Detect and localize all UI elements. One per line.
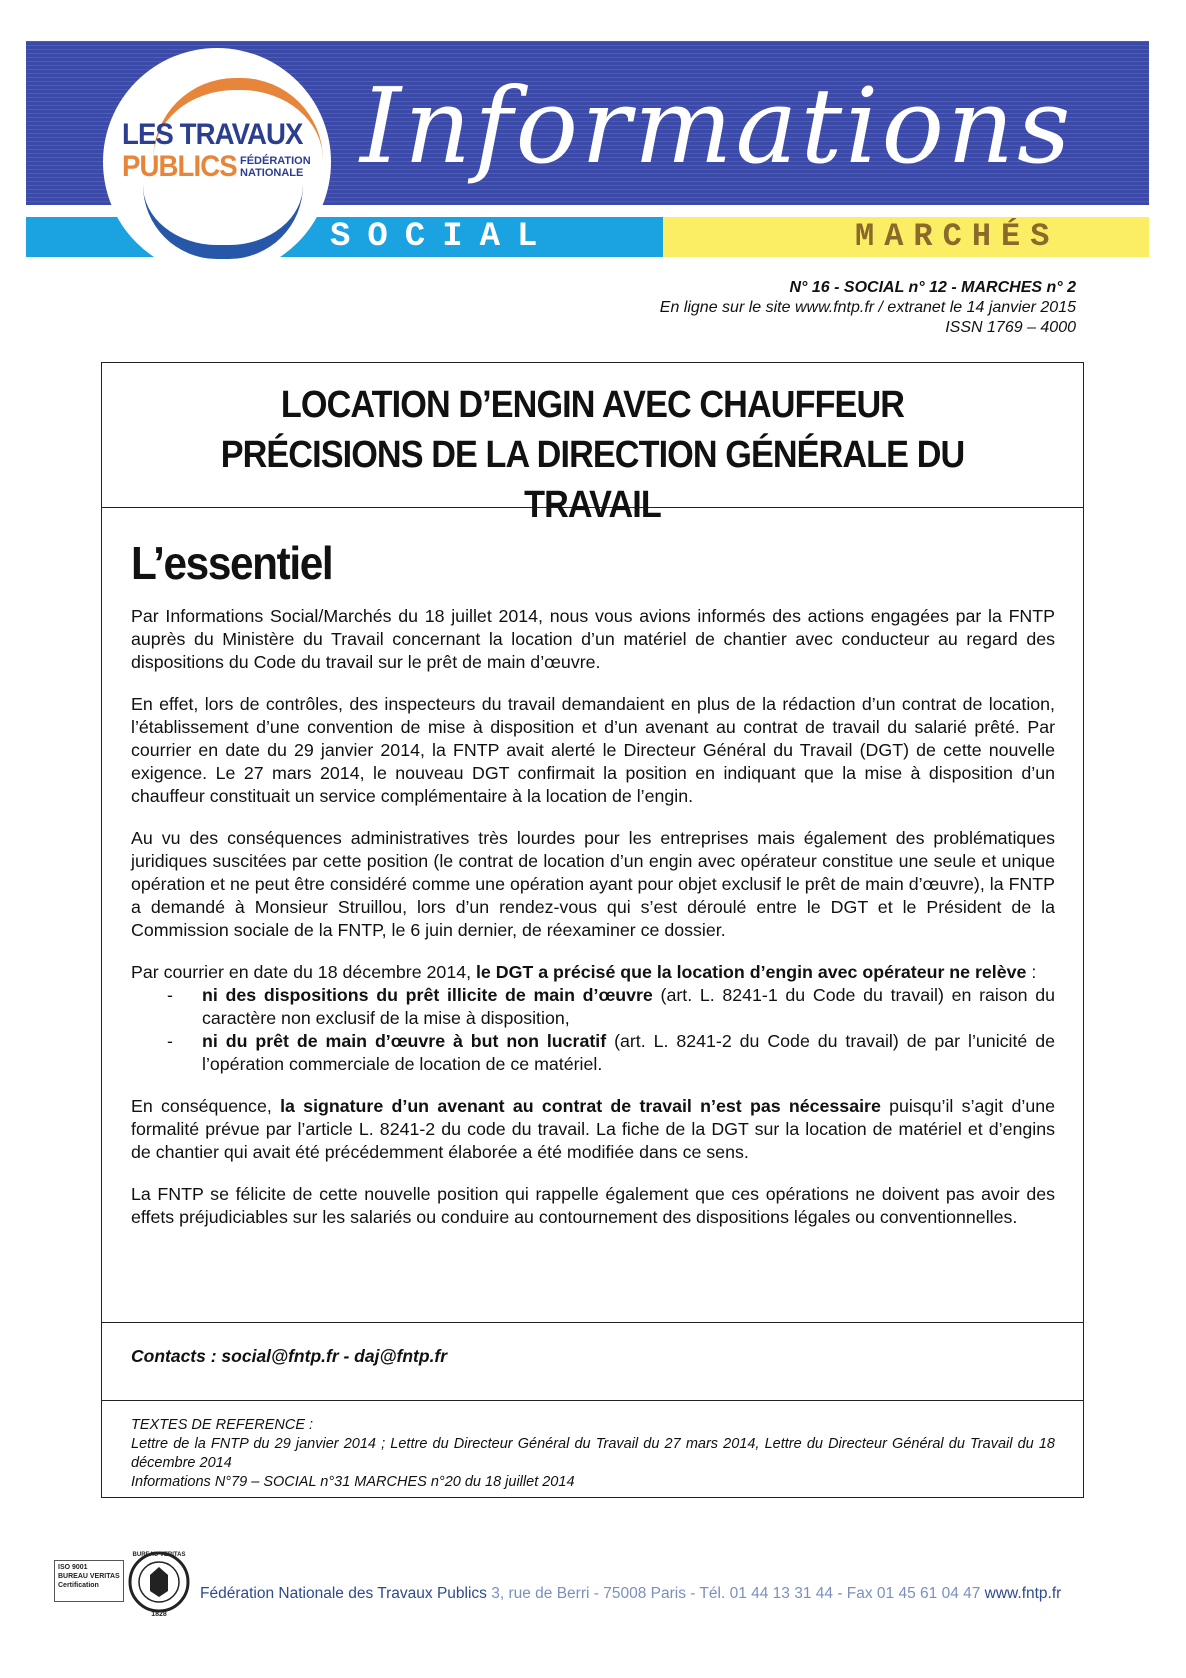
logo-text-line2: PUBLICS [122, 150, 237, 183]
title-line1: LOCATION D’ENGIN AVEC CHAUFFEUR [280, 384, 905, 426]
banner-title: Informations [360, 65, 1074, 187]
footer-address: 3, rue de Berri - 75008 Paris - Tél. 01 44 13 31 44 - Fax 01 45 61 04 47 [486, 1585, 985, 1602]
footer-website: www.fntp.fr [984, 1585, 1062, 1602]
divider-references [101, 1400, 1084, 1401]
iso-certification-badge: ISO 9001 BUREAU VERITAS Certification [54, 1560, 124, 1602]
contacts-line: Contacts : social@fntp.fr - daj@fntp.fr [131, 1346, 448, 1366]
paragraph-3: Au vu des conséquences administratives très lourdes pour les entreprises mais également des problématiques juridiques suscitées par cette position (le contrat de location d’un engin avec opérateur constitue une seule et unique opération et ne peut être considéré comme une opération ayant pour objet exclusif le prêt de main d’œuvre), la FNTP a demandé à Monsieur Struillou, lors d’un rendez-vous qui s’est déroulé entre le DGT et le Président de la Commission sociale de la FNTP, le 6 juin dernier, de réexaminer ce dossier. [131, 828, 1055, 940]
references-heading: TEXTES DE REFERENCE : [131, 1417, 314, 1433]
references-line2: Informations N°79 – SOCIAL n°31 MARCHES n°20 du 18 juillet 2014 [131, 1474, 575, 1490]
issue-online: En ligne sur le site www.fntp.fr / extranet le 14 janvier 2015 [659, 299, 1076, 316]
issue-number: N° 16 - SOCIAL n° 12 - MARCHES n° 2 [789, 279, 1076, 296]
paragraph-1: Par Informations Social/Marchés du 18 juillet 2014, nous vous avions informés des actions engagées par la FNTP auprès du Ministère du Travail concernant la location d’un matériel de chantier avec conducteur au regard des dispositions du Code du travail sur le prêt de main d’œuvre. [131, 606, 1055, 672]
paragraph-4: Par courrier en date du 18 décembre 2014, le DGT a précisé que la location d’engin avec opérateur ne relève : [131, 962, 1037, 982]
seal-year-text: 1828 [151, 1611, 167, 1618]
issue-issn: ISSN 1769 – 4000 [945, 319, 1076, 336]
list-item: - ni du prêt de main d’œuvre à but non lucratif (art. L. 8241-2 du Code du travail) de par l’unicité de l’opération commerciale de location de ce matériel. [167, 1031, 1056, 1074]
logo-text-line3: FÉDÉRATION NATIONALE [240, 155, 311, 179]
paragraph-2: En effet, lors de contrôles, des inspecteurs du travail demandaient en plus de la rédaction d’un contrat de location, l’établissement d’une convention de mise à disposition et d’un avenant au contrat de travail du salarié prêté. Par courrier en date du 29 janvier 2014, la FNTP avait alerté le Directeur Général du Travail (DGT) de cette nouvelle exigence. Le 27 mars 2014, le nouveau DGT confirmait la position en indiquant que la mise à disposition d’un chauffeur constituait un service complémentaire à la location de l’engin. [131, 694, 1055, 806]
article-body [131, 605, 1055, 1248]
footer-org: Fédération Nationale des Travaux Publics [200, 1585, 487, 1602]
issue-info [660, 278, 1076, 338]
references-line1: Lettre de la FNTP du 29 janvier 2014 ; Lettre du Directeur Général du Travail du 27 mars 2014, Lettre du Directeur Général du Travail du 18 décembre 2014 [131, 1436, 1055, 1471]
logo-text-line1: LES TRAVAUX [122, 118, 303, 151]
divider-contacts [101, 1322, 1084, 1323]
list-item: - ni des dispositions du prêt illicite de main d’œuvre (art. L. 8241-1 du Code du travail) en raison du caractère non exclusif de la mise à disposition, [167, 985, 1055, 1028]
social-band-label: SOCIAL [330, 218, 555, 256]
bureau-veritas-seal-icon [128, 1545, 190, 1619]
bullet-dash: - [167, 1031, 173, 1051]
references-block [131, 1416, 1055, 1492]
bullet-list [131, 984, 1055, 1076]
seal-top-text: BUREAU VERITAS [132, 1552, 186, 1558]
footer-line [200, 1585, 1061, 1603]
essentiel-heading: L’essentiel [131, 537, 333, 589]
bullet-dash: - [167, 985, 173, 1005]
document-title [150, 380, 1035, 530]
marches-band-label: MARCHÉS [855, 218, 1060, 255]
paragraph-5: En conséquence, la signature d’un avenant au contrat de travail n’est pas nécessaire puisqu’il s’agit d’une formalité prévue par l’article L. 8241-2 du code du travail. La fiche de la DGT sur la location de matériel et d’engins de chantier qui avait été précédemment élaborée a été modifiée dans ce sens. [131, 1096, 1055, 1162]
paragraph-6: La FNTP se félicite de cette nouvelle position qui rappelle également que ces opérations ne doivent pas avoir des effets préjudiciables sur les salariés ou conduire au contournement des dispositions légales ou conventionnelles. [131, 1184, 1055, 1227]
title-line2: PRÉCISIONS DE LA DIRECTION GÉNÉRALE DU TRAVAIL [220, 434, 965, 526]
